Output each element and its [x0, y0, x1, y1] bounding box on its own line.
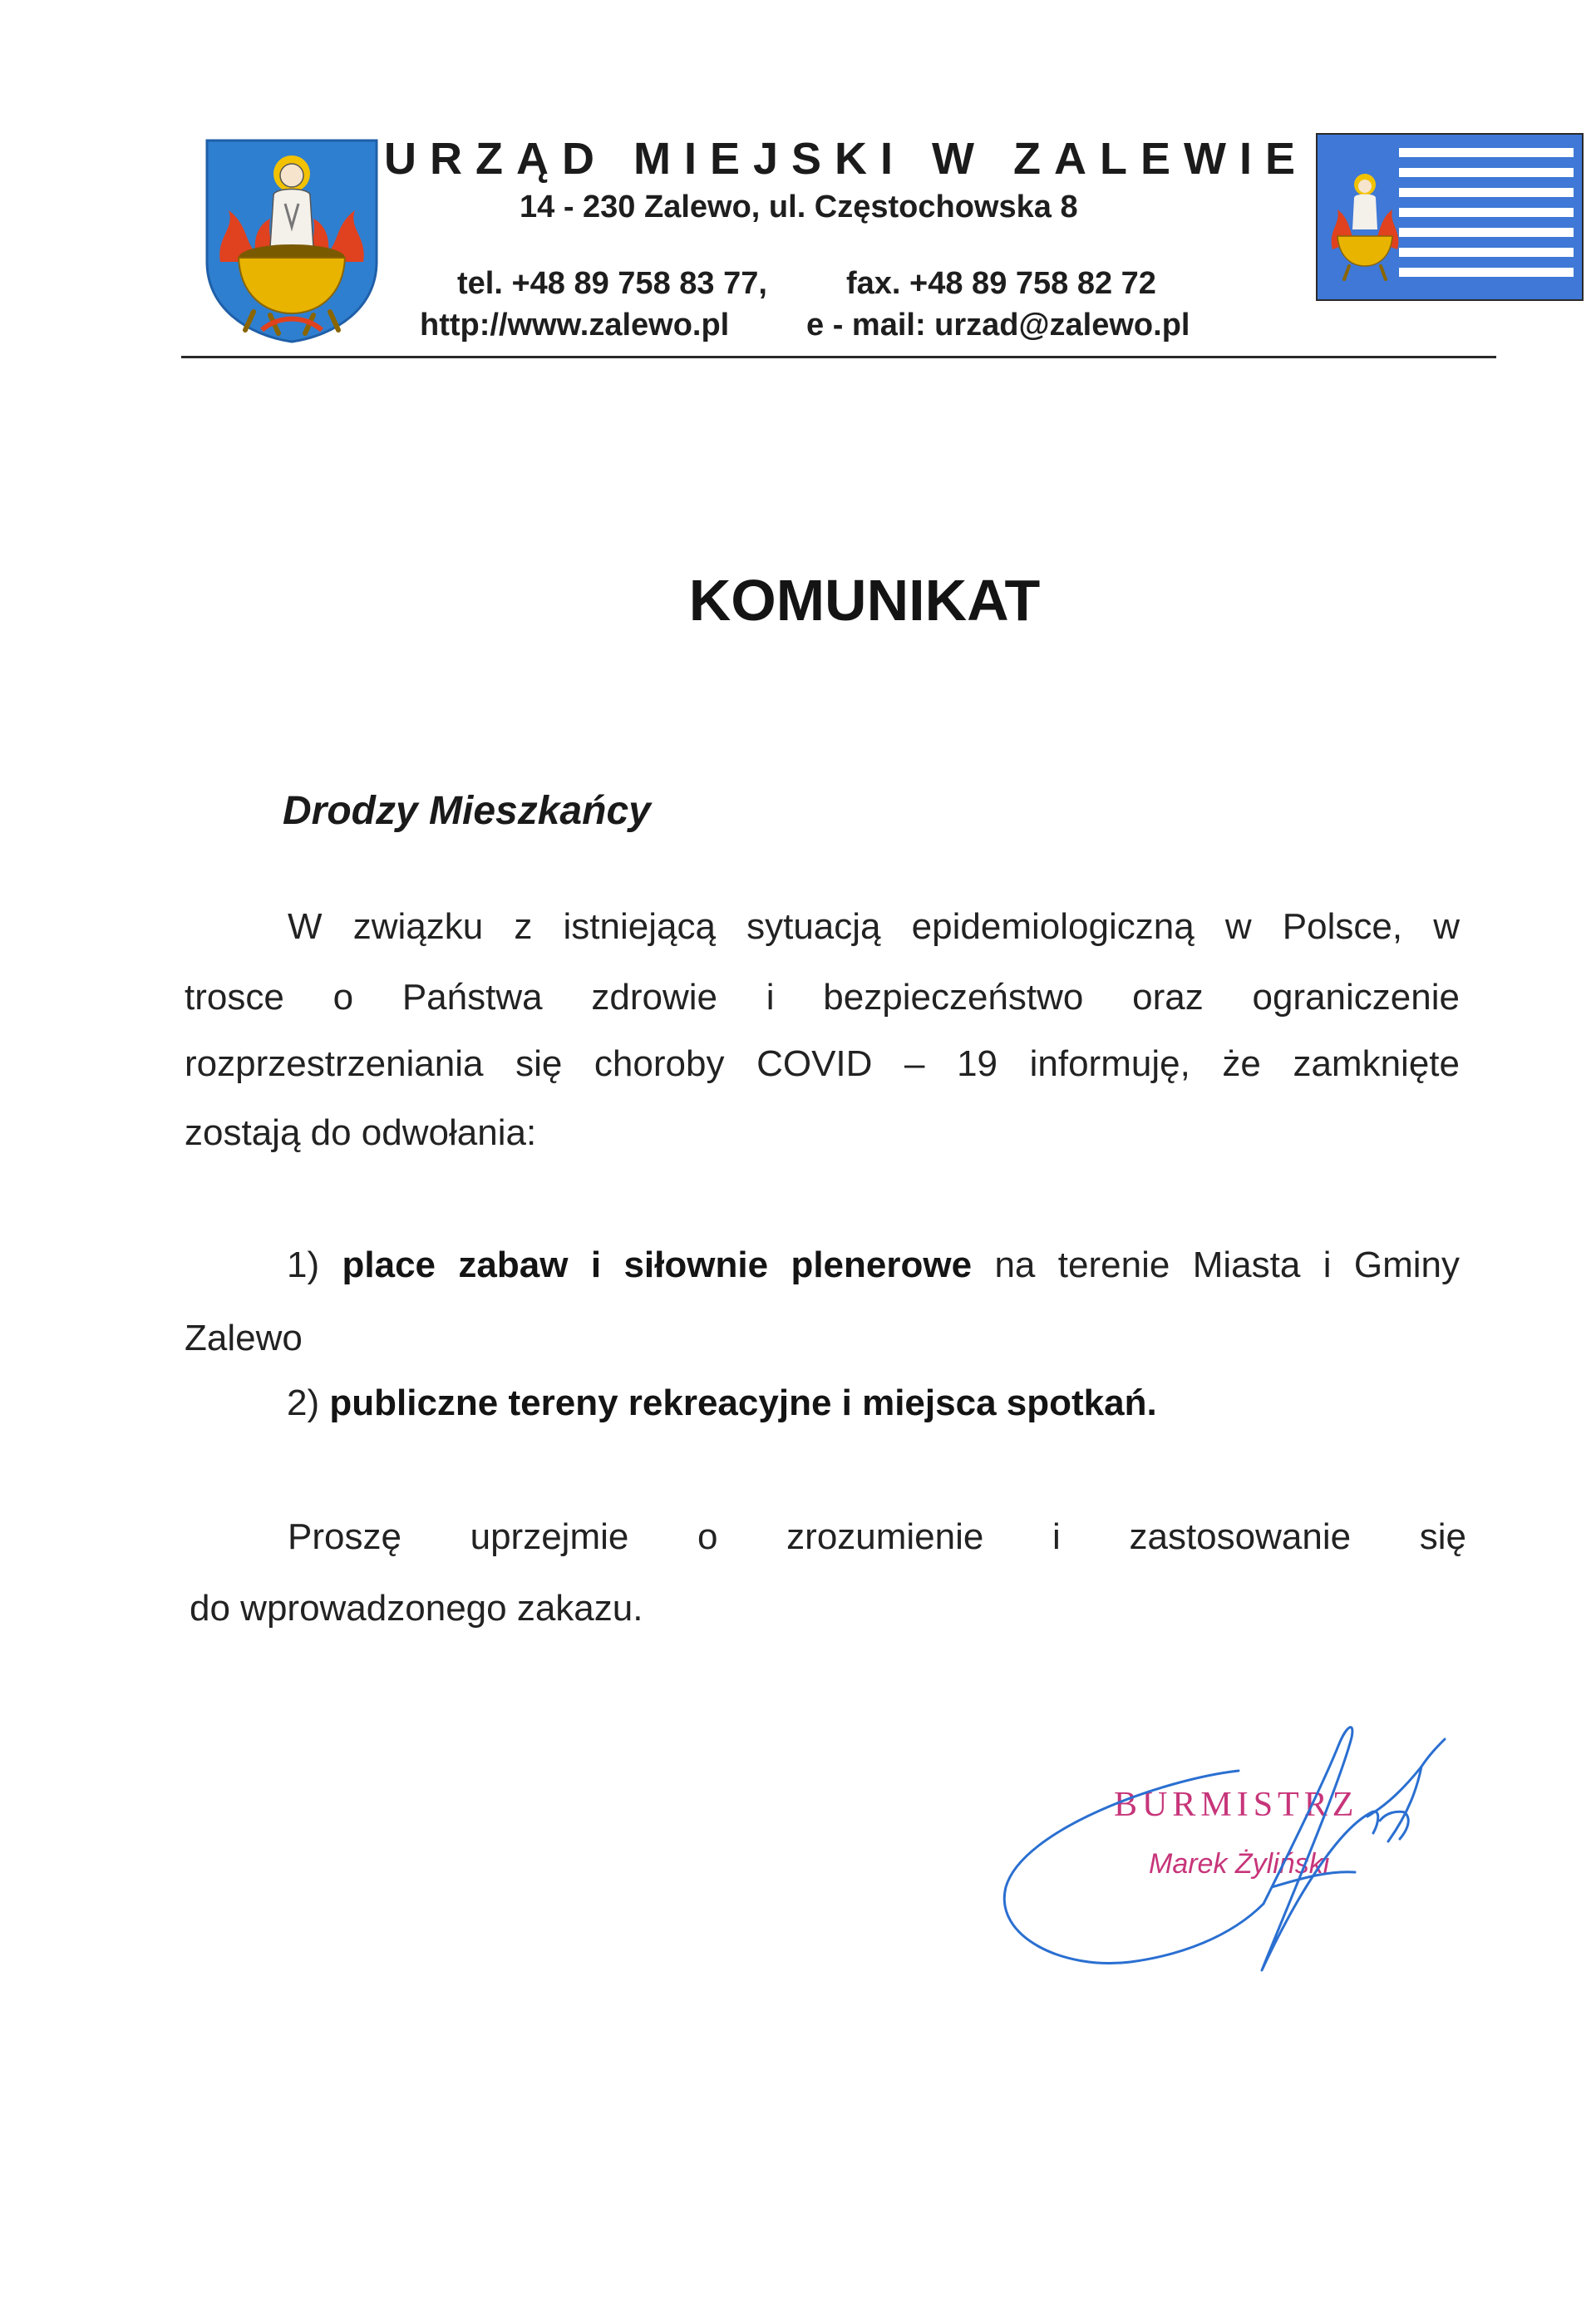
paragraph-line: rozprzestrzeniania się choroby COVID – 19 informuję, że zamknięte [185, 1043, 1460, 1084]
stamp-name: Marek Żyliński [1149, 1848, 1330, 1880]
list-item [287, 1383, 1157, 1424]
paragraph-line: do wprowadzonego zakazu. [190, 1588, 643, 1629]
office-name: URZĄD MIEJSKI W ZALEWIE [384, 134, 1308, 184]
municipal-flag-icon [1316, 133, 1584, 301]
paragraph-line: trosce o Państwa zdrowie i bezpieczeństwo oraz ograniczenie [185, 977, 1460, 1018]
list-number: 2) [287, 1383, 320, 1423]
header-divider [181, 356, 1496, 358]
phone-number: tel. +48 89 758 83 77, [457, 266, 767, 301]
stamp-title: BURMISTRZ [1114, 1786, 1359, 1824]
paragraph-line: Proszę uprzejmie o zrozumienie i zastosowanie się [288, 1516, 1466, 1557]
document-title: KOMUNIKAT [688, 568, 1041, 633]
list-item-bold: place zabaw i siłownie plenerowe [342, 1245, 973, 1285]
list-item [287, 1245, 1460, 1286]
salutation: Drodzy Mieszkańcy [283, 789, 651, 833]
list-number: 1) [287, 1245, 320, 1285]
signature-icon [989, 1688, 1455, 1995]
list-item-bold: publiczne tereny rekreacyjne i miejsca spotkań. [329, 1383, 1157, 1423]
website-link[interactable]: http://www.zalewo.pl [420, 308, 730, 343]
office-address: 14 - 230 Zalewo, ul. Częstochowska 8 [520, 190, 1078, 224]
email-address[interactable]: e - mail: urzad@zalewo.pl [806, 308, 1190, 343]
list-item-continuation: Zalewo [185, 1318, 303, 1358]
paragraph-line: zostają do odwołania: [185, 1112, 537, 1153]
paragraph-line: W związku z istniejącą sytuacją epidemiologiczną w Polsce, w [288, 906, 1460, 947]
fax-number: fax. +48 89 758 82 72 [846, 266, 1156, 301]
list-item-text: na terenie Miasta i Gminy [994, 1245, 1460, 1285]
coat-of-arms-icon [204, 137, 380, 343]
